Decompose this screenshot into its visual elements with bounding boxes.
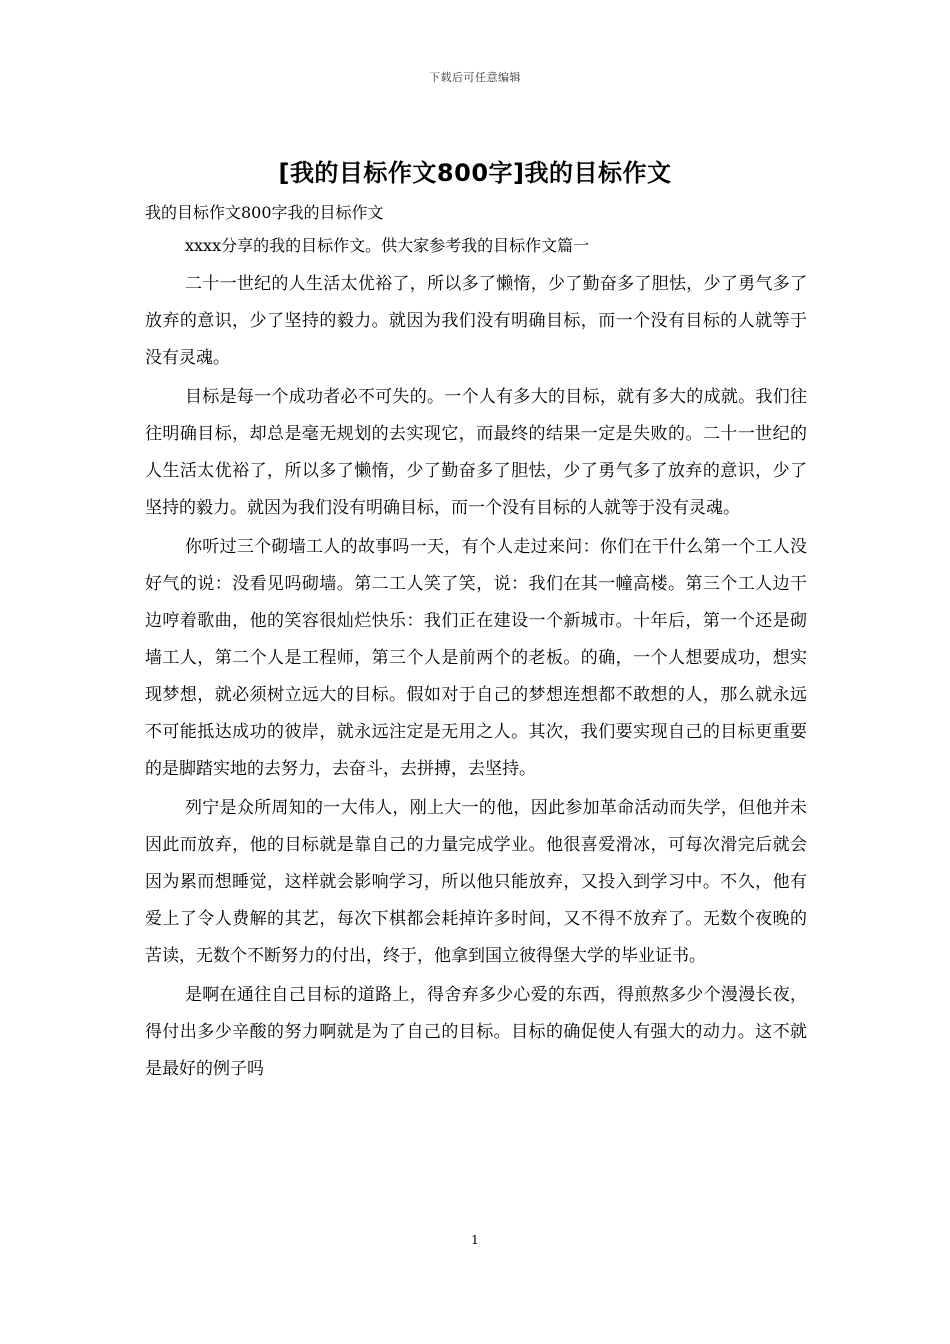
paragraph-intro: xxxx分享的我的目标作文。供大家参考我的目标作文篇一: [185, 236, 590, 255]
document-title: [我的目标作文800字]我的目标作文: [278, 159, 672, 187]
document-body: [145, 232, 807, 1090]
paragraph: 你听过三个砌墙工人的故事吗一天，有个人走过来问：你们在干什么第一个工人没好气的说：没看见吗砌墙。第二工人笑了笑，说：我们在其一幢高楼。第三个工人边干边哼着歌曲，他的笑容很灿烂快乐：我们正在建设一个新城市。十年后，第一个还是砌墙工人，第二个人是工程师，第三个人是前两个的老板。的确，一个人想要成功，想实现梦想，就必须树立远大的目标。假如对于自己的梦想连想都不敢想的人，那么就永远不可能抵达成功的彼岸，就永远注定是无用之人。其次，我们要实现自己的目标更重要的是脚踏实地的去努力，去奋斗，去拼搏，去坚持。: [145, 537, 807, 779]
paragraph: 是啊在通往自己目标的道路上，得舍弃多少心爱的东西，得煎熬多少个漫漫长夜，得付出多少辛酸的努力啊就是为了自己的目标。目标的确促使人有强大的动力。这不就是最好的例子吗: [145, 985, 807, 1079]
paragraph: 目标是每一个成功者必不可失的。一个人有多大的目标，就有多大的成就。我们往往明确目标，却总是毫无规划的去实现它，而最终的结果一定是失败的。二十一世纪的人生活太优裕了，所以多了懒惰，少了勤奋多了胆怯，少了勇气多了放弃的意识，少了坚持的毅力。就因为我们没有明确目标，而一个没有目标的人就等于没有灵魂。: [145, 387, 807, 518]
document-subtitle: 我的目标作文800字我的目标作文: [145, 203, 384, 222]
paragraph: 列宁是众所周知的一大伟人，刚上大一的他，因此参加革命活动而失学，但他并未因此而放弃，他的目标就是靠自己的力量完成学业。他很喜爱滑冰，可每次滑完后就会因为累而想睡觉，这样就会影响学习，所以他只能放弃，又投入到学习中。不久，他有爱上了令人费解的其艺，每次下棋都会耗掉许多时间，又不得不放弃了。无数个夜晚的苦读，无数个不断努力的付出，终于，他拿到国立彼得堡大学的毕业证书。: [145, 798, 807, 966]
paragraph: 二十一世纪的人生活太优裕了，所以多了懒惰，少了勤奋多了胆怯，少了勇气多了放弃的意识，少了坚持的毅力。就因为我们没有明确目标，而一个没有目标的人就等于没有灵魂。: [145, 274, 807, 368]
page-number: 1: [471, 1233, 479, 1247]
page-header-note: 下载后可任意编辑: [429, 71, 521, 84]
